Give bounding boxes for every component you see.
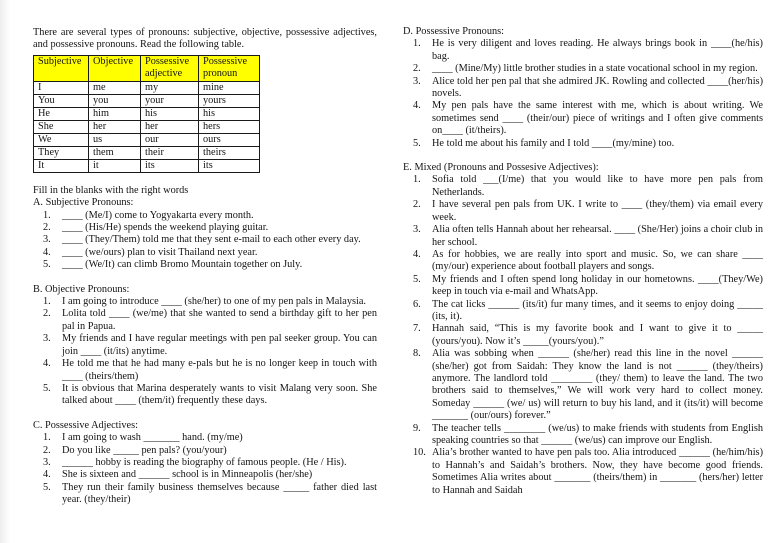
item-text: My friends and I often spend long holiday in our hometowns. ____(They/We) keep in touch via e-mail and WhatsApp. — [432, 273, 763, 298]
exercise-item — [43, 333, 377, 358]
table-cell: his — [141, 107, 199, 120]
exercise-item — [43, 222, 377, 234]
exercise-item — [43, 259, 377, 271]
left-column — [33, 27, 377, 507]
item-number: 1. — [413, 174, 421, 186]
exercise-item — [43, 296, 377, 308]
table-cell: my — [141, 81, 199, 94]
table-header-row — [34, 55, 260, 81]
section-b-items — [43, 296, 377, 408]
item-number: 5. — [43, 481, 51, 493]
exercise-item — [413, 348, 763, 422]
item-text: ____ (Mine/My) little brother studies in a state vocational school in my region. — [432, 63, 758, 75]
exercise-item — [43, 432, 377, 444]
item-number: 1. — [413, 38, 421, 50]
table-cell: its — [141, 159, 199, 172]
exercise-item — [413, 100, 763, 137]
exercise-item — [43, 234, 377, 246]
table-header-cell: Subjective — [34, 55, 89, 81]
item-text: I have several pen pals from UK. I write to ____ (they/them) via email every week. — [432, 199, 763, 223]
item-number: 1. — [43, 209, 51, 221]
table-cell: It — [34, 159, 89, 172]
exercise-item — [43, 383, 377, 408]
table-cell: We — [34, 133, 89, 146]
item-text: As for hobbies, we are really into sport and music. So, we can share ____ (my/our) experience about football players and songs. — [432, 248, 763, 273]
intro-paragraph: There are several types of pronouns: subjective, objective, possessive adjectives, and possessive pronouns. Read the following table. — [33, 27, 377, 51]
exercise-item — [43, 469, 377, 481]
section-a-title: A. Subjective Pronouns: — [33, 197, 134, 209]
section-c — [33, 420, 377, 507]
item-number: 4. — [413, 248, 421, 260]
item-text: Sofia told ___(I/me) that you would like to have more pen pals from Netherlands. — [432, 174, 763, 198]
exercise-item — [413, 174, 763, 199]
item-number: 6. — [413, 298, 421, 310]
table-cell: He — [34, 107, 89, 120]
item-number: 3. — [413, 224, 421, 236]
table-cell: They — [34, 146, 89, 159]
item-text: Do you like _____ pen pals? (you/your) — [62, 444, 227, 456]
item-number: 2. — [43, 308, 51, 320]
exercise-item — [43, 358, 377, 383]
item-text: ____ (His/He) spends the weekend playing guitar. — [62, 222, 269, 234]
section-a-items — [43, 210, 377, 272]
item-number: 4. — [43, 246, 51, 258]
item-text: ____ (They/Them) told me that they sent e-mail to each other every day. — [62, 234, 361, 246]
table-cell: She — [34, 120, 89, 133]
exercise-item — [413, 299, 763, 324]
exercise-item — [413, 323, 763, 348]
section-b — [33, 284, 377, 408]
table-header-cell: Possessive pronoun — [199, 55, 260, 81]
exercise-item — [413, 38, 763, 63]
item-number: 3. — [43, 234, 51, 246]
table-cell: hers — [199, 120, 260, 133]
item-number: 10. — [413, 447, 426, 459]
item-number: 2. — [43, 222, 51, 234]
table-row — [34, 159, 260, 172]
table-cell: its — [199, 159, 260, 172]
item-text: It is obvious that Marina desperately wants to visit Malang very soon. She talked about ____ (them/it) frequently these days. — [62, 382, 377, 407]
exercise-item — [43, 210, 377, 222]
item-text: They run their family business themselves because _____ father died last year. (they/their) — [62, 481, 377, 506]
exercise-item — [413, 138, 763, 150]
table-cell: our — [141, 133, 199, 146]
item-text: ____ (Me/I) come to Yogyakarta every month. — [62, 209, 254, 221]
table-cell: You — [34, 94, 89, 107]
section-a — [33, 197, 377, 271]
table-cell: their — [141, 146, 199, 159]
exercise-item — [413, 76, 763, 101]
item-text: He is very diligent and loves reading. He always brings book in ____(he/his) bag. — [432, 38, 763, 62]
table-cell: it — [89, 159, 141, 172]
item-text: She is sixteen and ______ school is in Minneapolis (her/she) — [62, 469, 313, 481]
table-cell: your — [141, 94, 199, 107]
table-header-cell: Objective — [89, 55, 141, 81]
exercise-item — [413, 423, 763, 448]
item-text: Hannah said, “This is my favorite book and I want to give it to _____ (yours/you). Now it’s _____(yours/you).” — [432, 323, 763, 347]
item-number: 5. — [413, 137, 421, 149]
pronoun-table — [33, 55, 260, 173]
table-cell: mine — [199, 81, 260, 94]
right-column — [403, 26, 763, 497]
item-number: 3. — [43, 456, 51, 468]
fill-in-heading: Fill in the blanks with the right words — [33, 184, 189, 196]
section-e-title: E. Mixed (Pronouns and Possesive Adjectives): — [403, 162, 599, 174]
section-d-title: D. Possessive Pronouns: — [403, 26, 504, 37]
item-text: Lolita told ____ (we/me) that she wanted to send a birthday gift to her pen pal in Papua. — [62, 308, 377, 332]
table-cell: her — [89, 120, 141, 133]
exercise-item — [413, 199, 763, 224]
item-text: Alice told her pen pal that she admired JK. Rowling and collected ____(her/his) novels. — [432, 75, 763, 100]
item-number: 5. — [43, 259, 51, 271]
exercise-item — [413, 447, 763, 497]
item-number: 2. — [413, 63, 421, 75]
item-number: 1. — [43, 432, 51, 444]
item-text: Alia was sobbing when ______ (she/her) read this line in the novel ______ (she/her) got from Saidah: They know the land is not ______ (they/theirs) anymore. The landlord told ________ (they/ them) to leave the land. The two brothers said to themselves,” We will work very hard to collect money. Someday ______ (we/ us) will return to buy his land, and it (its/it) will become _______ (our/ours) forever.” — [432, 348, 763, 422]
item-number: 2. — [43, 444, 51, 456]
item-number: 3. — [413, 75, 421, 87]
table-header-cell: Possessive adjective — [141, 55, 199, 81]
table-row — [34, 120, 260, 133]
item-text: My friends and I have regular meetings with pen pal seeker group. You can join ____ (it/its) anytime. — [62, 333, 377, 357]
section-d — [403, 26, 763, 150]
table-cell: his — [199, 107, 260, 120]
item-text: Alia’s brother wanted to have pen pals too. Alia introduced ______ (he/him/his) to Hannah’s and Saidah’s brothers. Now, they have become good friends. Sometimes Alia writes about _______ (theirs/them) in _______ (hers/her) letter to Hannah and Saidah — [432, 447, 763, 496]
item-number: 5. — [43, 382, 51, 394]
table-row — [34, 133, 260, 146]
item-text: He told me that he had many e-pals but he is no longer keep in touch with ____ (theirs/them) — [62, 358, 377, 382]
item-text: He told me about his family and I told ____(my/mine) too. — [432, 137, 675, 149]
item-text: ____ (We/It) can climb Bromo Mountain together on July. — [62, 259, 303, 271]
item-number: 8. — [413, 348, 421, 360]
section-b-title: B. Objective Pronouns: — [33, 283, 130, 295]
table-row — [34, 81, 260, 94]
item-number: 7. — [413, 323, 421, 335]
exercise-item — [43, 308, 377, 333]
table-row — [34, 146, 260, 159]
table-cell: him — [89, 107, 141, 120]
exercise-item — [43, 247, 377, 259]
item-text: I am going to introduce ____ (she/her) to one of my pen pals in Malaysia. — [62, 296, 366, 308]
table-cell: you — [89, 94, 141, 107]
section-d-items — [413, 38, 763, 150]
exercise-item — [413, 224, 763, 249]
section-e — [403, 162, 763, 497]
exercise-item — [413, 249, 763, 274]
exercise-item — [43, 482, 377, 507]
item-text: ____ (we/ours) plan to visit Thailand next year. — [62, 246, 258, 258]
exercise-item — [43, 457, 377, 469]
item-text: I am going to wash _______ hand. (my/me) — [62, 432, 243, 444]
item-text: The cat licks ______ (its/it) fur many times, and it seems to enjoy doing _____ (its, it). — [432, 298, 763, 322]
table-cell: yours — [199, 94, 260, 107]
table-cell: them — [89, 146, 141, 159]
table-cell: us — [89, 133, 141, 146]
table-row — [34, 94, 260, 107]
section-c-title: C. Possessive Adjectives: — [33, 419, 138, 431]
table-cell: her — [141, 120, 199, 133]
item-number: 4. — [43, 469, 51, 481]
item-number: 1. — [43, 296, 51, 308]
table-row — [34, 107, 260, 120]
item-number: 2. — [413, 199, 421, 211]
item-text: Alia often tells Hannah about her rehearsal. ____ (She/Her) joins a choir club in her school. — [432, 224, 763, 248]
item-number: 3. — [43, 333, 51, 345]
section-e-items — [413, 174, 763, 497]
exercise-item — [413, 274, 763, 299]
item-number: 9. — [413, 422, 421, 434]
item-number: 4. — [43, 358, 51, 370]
item-text: My pen pals have the same interest with me, which is about writing. We sometimes send ____ (their/our) piece of writings and I often give comments on____ (it/theirs). — [432, 100, 763, 137]
table-cell: theirs — [199, 146, 260, 159]
table-cell: me — [89, 81, 141, 94]
item-number: 4. — [413, 100, 421, 112]
table-cell: I — [34, 81, 89, 94]
section-c-items — [43, 432, 377, 506]
table-cell: ours — [199, 133, 260, 146]
item-number: 5. — [413, 273, 421, 285]
exercise-item — [43, 445, 377, 457]
item-text: The teacher tells ________ (we/us) to make friends with students from English speaking countries so that ______ (we/us) can improve our English. — [432, 422, 763, 446]
item-text: ______ hobby is reading the biography of famous people. (He / His). — [62, 456, 347, 468]
exercise-item — [413, 63, 763, 75]
